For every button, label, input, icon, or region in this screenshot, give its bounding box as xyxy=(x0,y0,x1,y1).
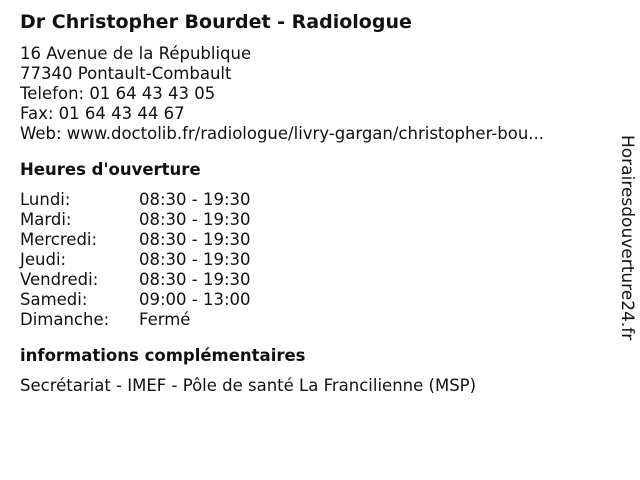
hours-row-sunday xyxy=(20,310,605,330)
time-value: 08:30 - 19:30 xyxy=(139,210,251,229)
street-address: 16 Avenue de la République xyxy=(20,44,252,63)
page-title: Dr Christopher Bourdet - Radiologue xyxy=(20,11,412,33)
time-value: 08:30 - 19:30 xyxy=(139,250,251,269)
site-brand-sidebar xyxy=(612,135,638,375)
hours-row-thursday xyxy=(20,250,605,270)
day-label: Mardi: xyxy=(20,210,72,229)
hours-row-monday xyxy=(20,190,605,210)
additional-info-text: Secrétariat - IMEF - Pôle de santé La Francilienne (MSP) xyxy=(20,376,477,395)
day-label: Dimanche: xyxy=(20,310,110,329)
day-label: Samedi: xyxy=(20,290,88,309)
address-block xyxy=(20,44,605,144)
time-value: 09:00 - 13:00 xyxy=(139,290,251,309)
hours-row-friday xyxy=(20,270,605,290)
time-value: 08:30 - 19:30 xyxy=(139,230,251,249)
practice-card xyxy=(20,10,605,396)
city-address: 77340 Pontault-Combault xyxy=(20,64,232,83)
day-label: Lundi: xyxy=(20,190,71,209)
day-label: Jeudi: xyxy=(20,250,67,269)
day-label: Vendredi: xyxy=(20,270,99,289)
time-value: 08:30 - 19:30 xyxy=(139,270,251,289)
hours-row-wednesday xyxy=(20,230,605,250)
hours-row-tuesday xyxy=(20,210,605,230)
fax-number: Fax: 01 64 43 44 67 xyxy=(20,104,185,123)
hours-row-saturday xyxy=(20,290,605,310)
time-value: Fermé xyxy=(139,310,191,329)
phone-number[interactable]: Telefon: 01 64 43 43 05 xyxy=(20,84,216,103)
opening-hours-table xyxy=(20,190,605,330)
day-label: Mercredi: xyxy=(20,230,98,249)
additional-info-heading: informations complémentaires xyxy=(20,346,306,365)
website-link[interactable]: Web: www.doctolib.fr/radiologue/livry-gargan/christopher-bou... xyxy=(20,124,545,143)
site-brand-text[interactable]: Horairesdouverture24.fr xyxy=(617,135,637,341)
opening-hours-heading: Heures d'ouverture xyxy=(20,160,201,179)
time-value: 08:30 - 19:30 xyxy=(139,190,251,209)
